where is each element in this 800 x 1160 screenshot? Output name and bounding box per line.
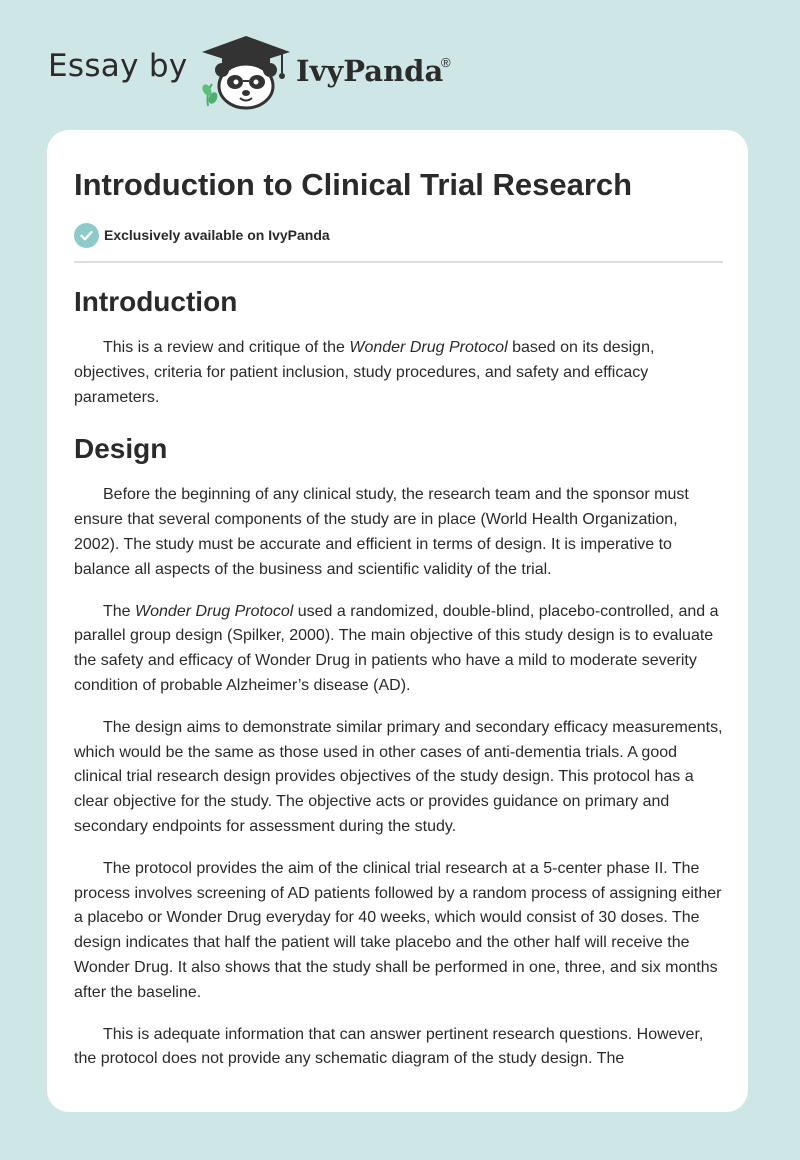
paragraph: The design aims to demonstrate similar primary and secondary efficacy measurements, which would be the same as those used in other cases of anti-dementia trials. A good clinical trial research design provides objectives of the study design. This protocol has a clear objective for the study. The objective acts or provides guidance on primary and secondary endpoints for assessment during the study.: [74, 718, 723, 835]
essay-body: [74, 280, 723, 1089]
protocol-name: Wonder Drug Protocol: [349, 339, 508, 356]
site-header: [0, 0, 800, 120]
paragraph: This is adequate information that can answer pertinent research questions. However, the protocol does not provide any schematic diagram of the study design. The: [74, 1025, 704, 1068]
brand-prefix: Essay by: [48, 48, 188, 84]
paragraph: [74, 600, 723, 699]
brand-name[interactable]: IvyPanda: [296, 54, 444, 88]
essay-card: [47, 130, 748, 1112]
paragraph: [74, 336, 723, 410]
paragraph-text: This is a review and critique of the: [103, 339, 350, 356]
section-heading-introduction: Introduction: [74, 286, 238, 317]
paragraph-text: The: [103, 602, 136, 620]
paragraph: Before the beginning of any clinical study, the research team and the sponsor must ensure that several components of the study are in place (World Health Organization, 2002). The study must be accurate and efficient in terms of design. It is imperative to balance all aspects of the business and scientific validity of the trial.: [74, 486, 689, 578]
badge-label: Exclusively available on IvyPanda: [104, 227, 330, 243]
panda-logo-icon[interactable]: [198, 34, 294, 110]
page-title: Introduction to Clinical Trial Research: [74, 167, 633, 202]
paragraph-text: based on its design, objectives, criteria for patient inclusion, study procedures, and safety and efficacy parameters.: [74, 339, 655, 406]
section-heading-design: Design: [74, 433, 168, 465]
exclusive-badge: [74, 222, 330, 248]
paragraph: The protocol provides the aim of the clinical trial research at a 5-center phase II. The process involves screening of AD patients followed by a random process of assigning either a placebo or Wonder Drug everyday for 40 weeks, which would consist of 30 doses. The design indicates that half the patient will take placebo and the other half will receive the Wonder Drug. It also shows that the study shall be performed in one, three, and six months after the baseline.: [74, 859, 722, 1001]
paragraph-text: used a randomized, double-blind, placebo-controlled, and a parallel group design (Spilker, 2000). The main objective of this study design is to evaluate the safety and efficacy of Wonder Drug in patients who have a mild to moderate severity condition of probable Alzheimer’s disease (AD).: [74, 602, 719, 694]
registered-mark: ®: [441, 55, 451, 70]
divider: [74, 261, 723, 263]
checkmark-icon: [74, 223, 99, 248]
protocol-name: Wonder Drug Protocol: [135, 602, 294, 620]
